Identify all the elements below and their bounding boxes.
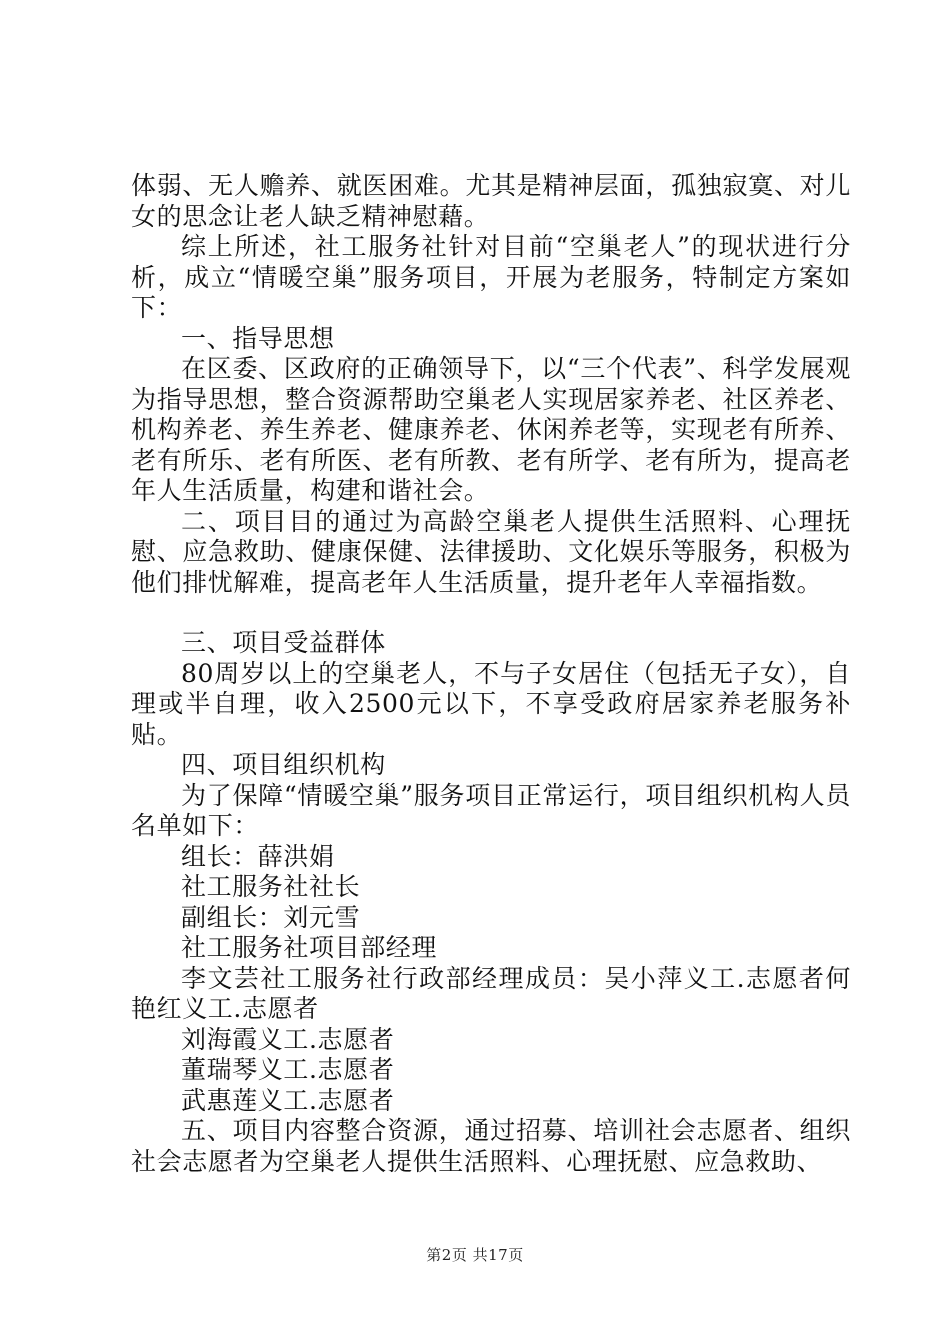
member-line: 社工服务社项目部经理 — [181, 933, 438, 962]
paragraph-beneficiaries: 80周岁以上的空巢老人，不与子女居住（包括无子女），自理或半自理，收入2500元以下，不享受政府居家养老服务补贴。 — [131, 658, 851, 749]
member-line: 社工服务社社长 — [181, 872, 361, 901]
paragraph-guiding-ideology: 在区委、区政府的正确领导下，以“三个代表”、科学发展观为指导思想，整合资源帮助空巢老人实现居家养老、社区养老、机构养老、养生养老、健康养老、休闲养老等，实现老有所养、老有所乐、老有所医、老有所教、老有所学、老有所为，提高老年人生活质量，构建和谐社会。 — [131, 354, 851, 505]
member-line: 组长：薛洪娟 — [181, 841, 335, 871]
paragraph-organization: 为了保障“情暖空巢”服务项目正常运行，项目组织机构人员名单如下： — [131, 780, 851, 840]
paragraph-project-content: 五、项目内容整合资源，通过招募、培训社会志愿者、组织社会志愿者为空巢老人提供生活照料、心理抚慰、应急救助、 — [131, 1116, 851, 1176]
page-number-footer: 第2页 共17页 — [426, 1246, 524, 1264]
member-line: 董瑞琴义工.志愿者 — [181, 1055, 395, 1084]
paragraph-project-purpose: 二、项目目的通过为高龄空巢老人提供生活照料、心理抚慰、应急救助、健康保健、法律援助、文化娱乐等服务，积极为他们排忧解难，提高老年人生活质量，提升老年人幸福指数。 — [131, 506, 851, 597]
member-line: 李文芸社工服务社行政部经理成员：吴小萍义工.志愿者何艳红义工.志愿者 — [131, 963, 851, 1023]
paragraph-continuation: 体弱、无人赡养、就医困难。尤其是精神层面，孤独寂寞、对儿女的思念让老人缺乏精神慰藉。 — [131, 171, 851, 231]
heading-beneficiaries: 三、项目受益群体 — [181, 628, 386, 657]
paragraph-gap — [131, 598, 851, 628]
heading-guiding-ideology: 一、指导思想 — [181, 323, 335, 353]
document-body — [131, 171, 851, 1177]
heading-organization: 四、项目组织机构 — [181, 750, 386, 779]
member-line: 刘海霞义工.志愿者 — [181, 1024, 395, 1054]
paragraph-summary: 综上所述，社工服务社针对目前“空巢老人”的现状进行分析，成立“情暖空巢”服务项目，开展为老服务，特制定方案如下： — [131, 232, 851, 322]
member-line: 武惠莲义工.志愿者 — [181, 1085, 395, 1115]
member-line: 副组长：刘元雪 — [181, 902, 361, 932]
